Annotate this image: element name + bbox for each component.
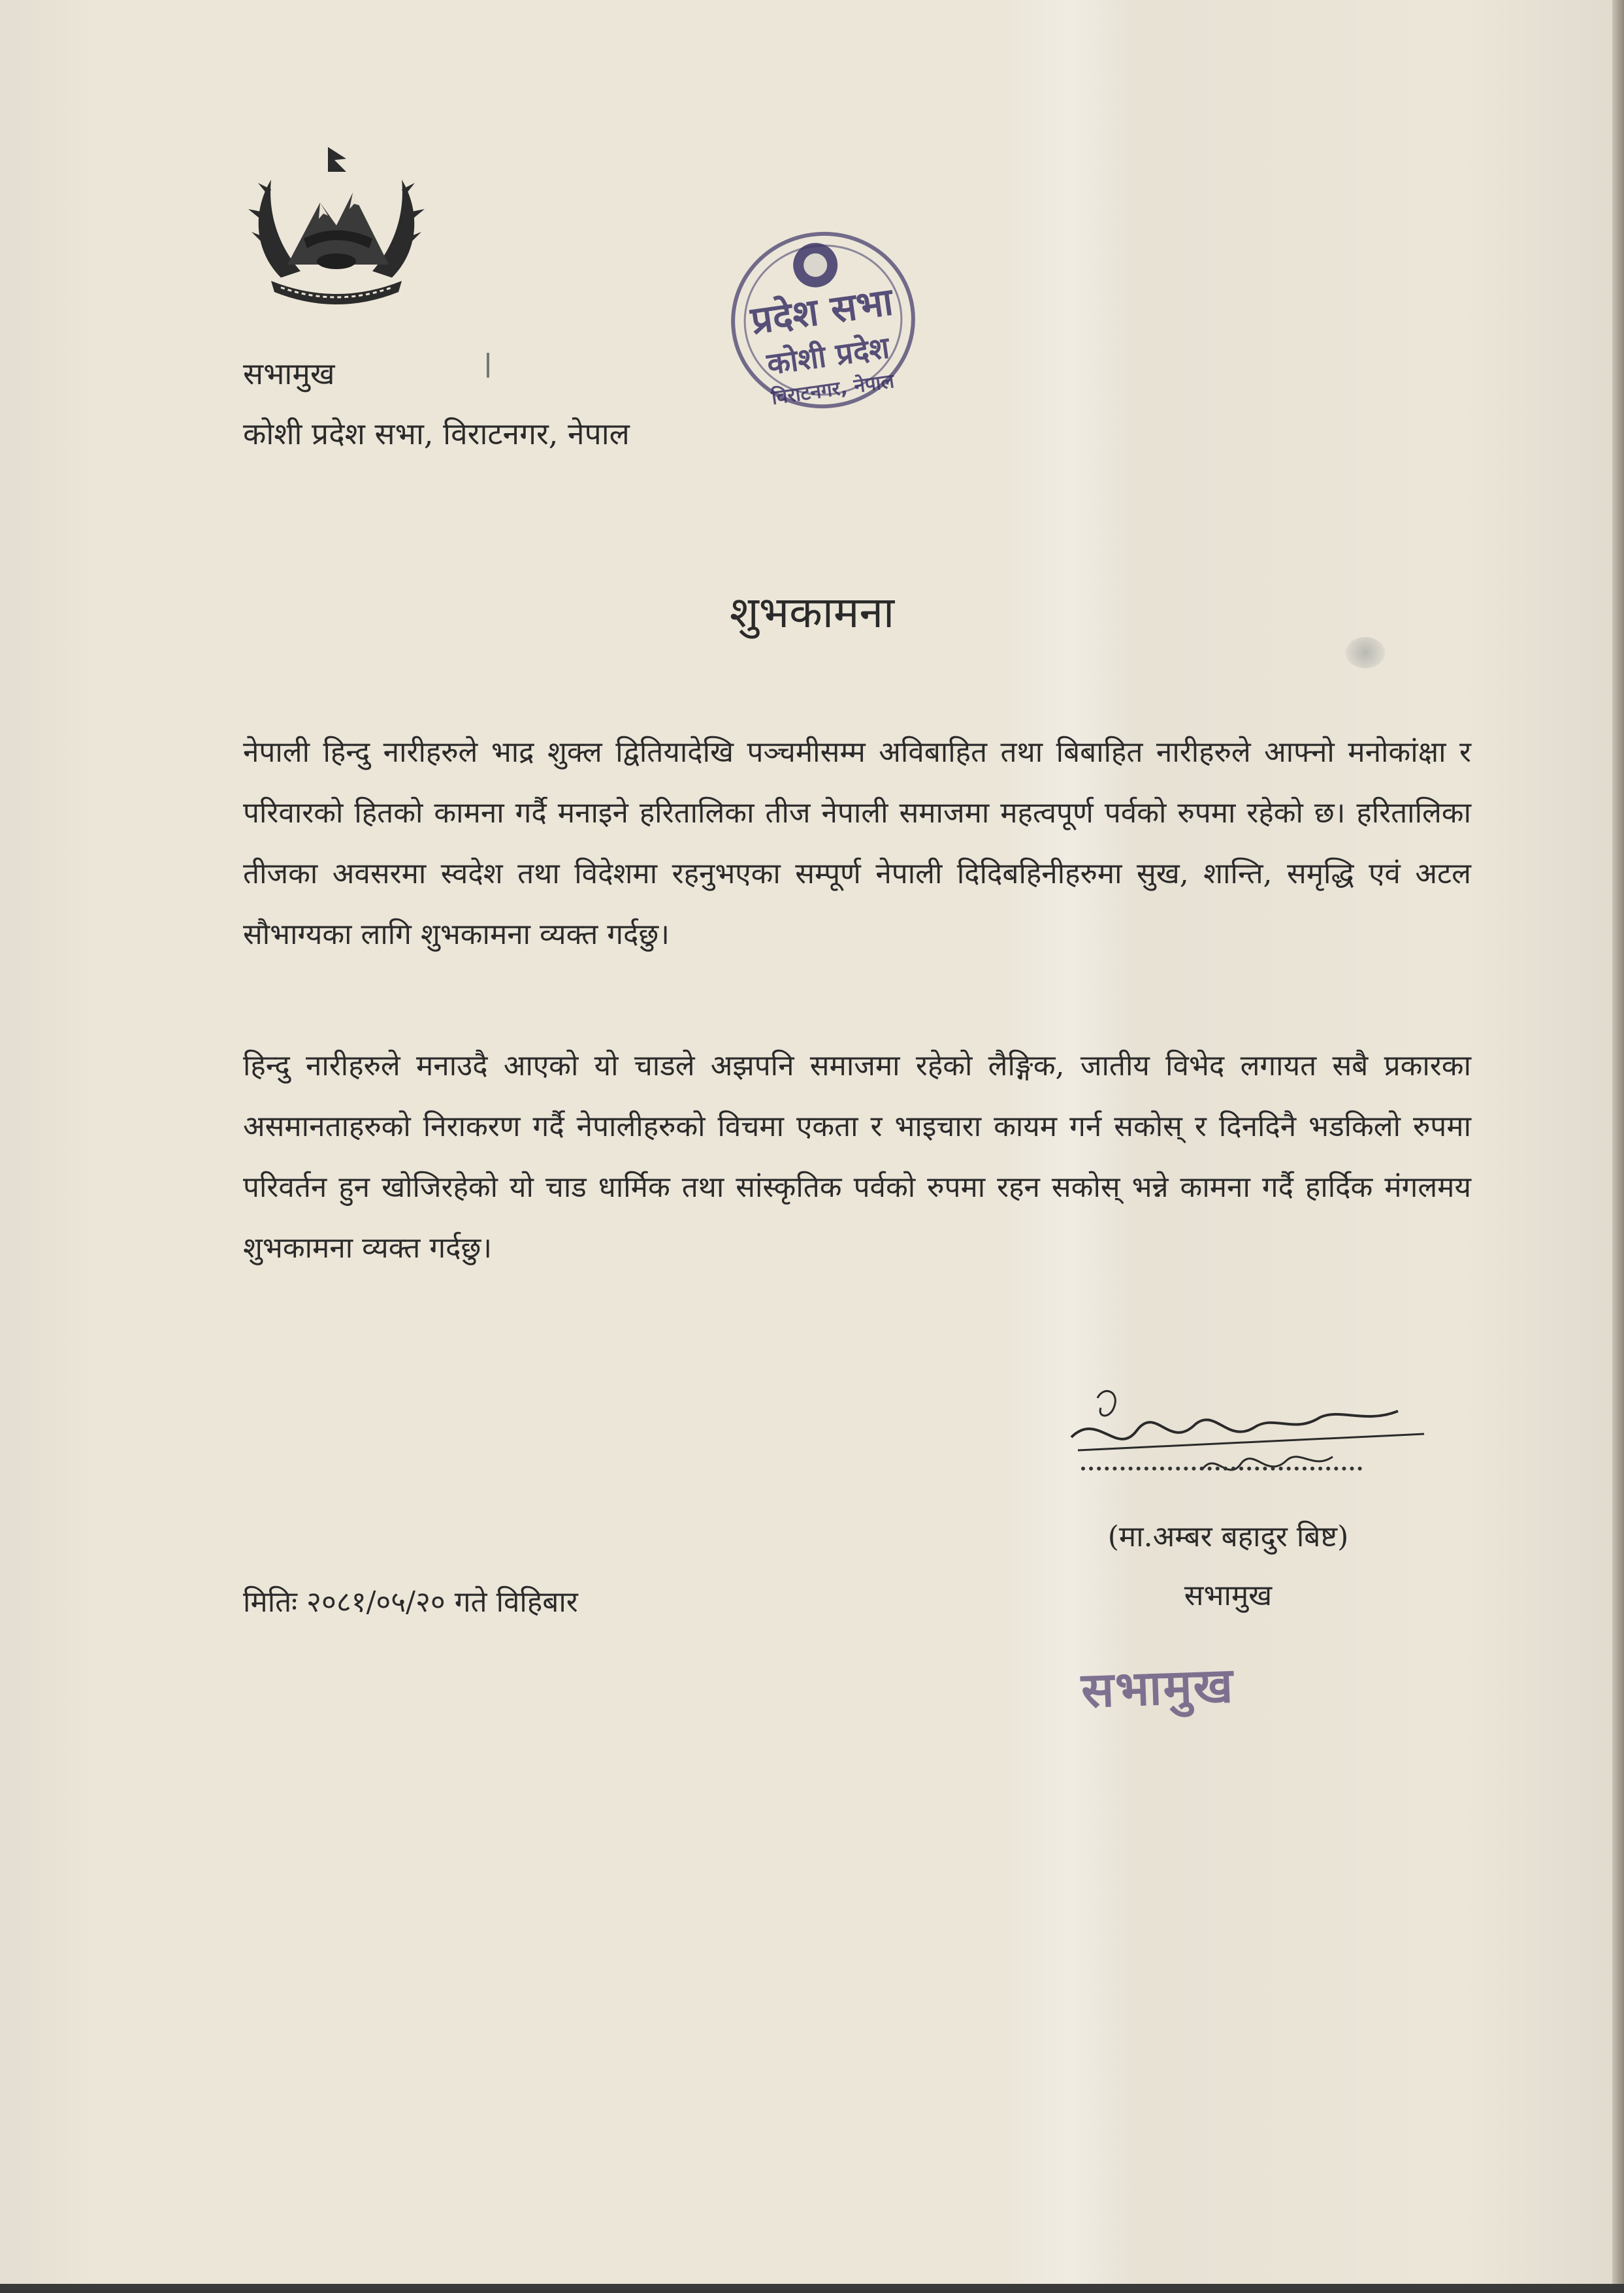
office-address: कोशी प्रदेश सभा, विराटनगर, नेपाल <box>243 416 630 451</box>
body-paragraph-2: हिन्दु नारीहरुले मनाउदै आएको यो चाडले अझपनि समाजमा रहेको लैङ्गिक, जातीय विभेद लगायत सबै प्रकारका असमानताहरुको निराकरण गर्दै नेपालीहरुको विचमा एकता र भाइचारा कायम गर्न सकोस् र दिनदिनै भडकिलो रुपमा परिवर्तन हुन खोजिरहेको यो चाड धार्मिक तथा सांस्कृतिक पर्वको रुपमा रहन सकोस् भन्ने कामना गर्दै हार्दिक मंगलमय शुभकामना व्यक्त गर्दछु। <box>243 1049 1471 1265</box>
stamp-line-3: विराटनगर, नेपाल <box>770 369 896 410</box>
scan-edge-bottom <box>0 2284 1624 2293</box>
signer-title: सभामुख <box>1184 1579 1273 1612</box>
signer-name: (मा.अम्बर बहादुर बिष्ट) <box>1107 1520 1349 1553</box>
stamp-line-2: कोशी प्रदेश <box>764 329 892 382</box>
handwritten-signature <box>1058 1372 1450 1503</box>
nepal-emblem-icon <box>242 140 431 314</box>
document-date: मितिः २०८१/०५/२० गते विहिबार <box>243 1586 578 1619</box>
title-rubber-stamp: सभामुख <box>1080 1657 1235 1719</box>
office-seal-stamp <box>713 213 933 428</box>
office-title: सभामुख <box>243 356 335 391</box>
scan-edge-right <box>1612 0 1624 2293</box>
paper-blot <box>1346 637 1385 668</box>
signature-line <box>1081 1467 1362 1471</box>
stamp-line-1: प्रदेश सभा <box>748 279 896 344</box>
body-paragraph-1: नेपाली हिन्दु नारीहरुले भाद्र शुक्ल द्वितियादेखि पञ्चमीसम्म अविबाहित तथा बिबाहित नारीहरुले आफ्नो मनोकांक्षा र परिवारको हितको कामना गर्दै मनाइने हरितालिका तीज नेपाली समाजमा महत्वपूर्ण पर्वको रुपमा रहेको छ। हरितालिका तीजका अवसरमा स्वदेश तथा विदेशमा रहनुभएका सम्पूर्ण नेपाली दिदिबहिनीहरुमा सुख, शान्ति, समृद्धि एवं अटल सौभाग्यका लागि शुभकामना व्यक्त गर्दछु। <box>243 736 1471 951</box>
document-heading: शुभकामना <box>729 587 895 638</box>
pen-mark <box>487 353 489 378</box>
